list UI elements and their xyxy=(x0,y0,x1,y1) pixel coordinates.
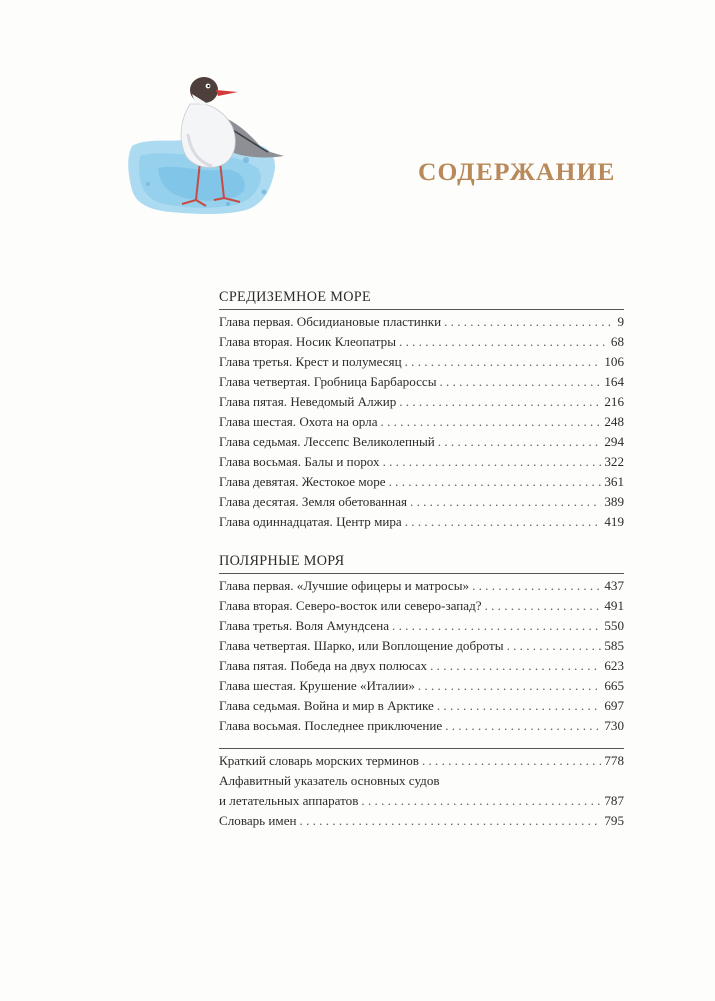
entry-label: Глава шестая. Охота на орла xyxy=(219,414,378,429)
entry-label: Глава третья. Крест и полумесяц xyxy=(219,354,402,369)
table-of-contents xyxy=(219,287,624,831)
toc-entry-ships-index-line1[interactable] xyxy=(219,771,624,791)
entry-page: 419 xyxy=(604,514,624,529)
toc-entry[interactable] xyxy=(219,656,624,676)
dot-leader xyxy=(438,432,602,452)
entry-page: 437 xyxy=(604,578,624,593)
dot-leader xyxy=(422,751,601,771)
dot-leader xyxy=(383,452,602,472)
dot-leader xyxy=(472,576,601,596)
toc-entry-names-index[interactable] xyxy=(219,811,624,831)
toc-entry[interactable] xyxy=(219,392,624,412)
entry-page: 795 xyxy=(604,813,624,828)
dot-leader xyxy=(410,492,601,512)
section-divider xyxy=(219,573,624,574)
entry-page: 778 xyxy=(604,753,624,768)
entry-page: 248 xyxy=(604,414,624,429)
toc-entry[interactable] xyxy=(219,472,624,492)
dot-leader xyxy=(418,676,601,696)
entry-page: 389 xyxy=(604,494,624,509)
section-divider xyxy=(219,309,624,310)
entry-label: Глава первая. Обсидиановые пластинки xyxy=(219,314,442,329)
toc-entry[interactable] xyxy=(219,512,624,532)
entry-label: Глава восьмая. Последнее приключение xyxy=(219,718,443,733)
toc-entry[interactable] xyxy=(219,412,624,432)
dot-leader xyxy=(381,412,602,432)
entry-label: Глава пятая. Победа на двух полюсах xyxy=(219,658,428,673)
entry-page: 787 xyxy=(604,793,624,808)
dot-leader xyxy=(399,332,608,352)
entry-page: 164 xyxy=(604,374,624,389)
dot-leader xyxy=(399,392,601,412)
entry-page: 294 xyxy=(604,434,624,449)
toc-entry[interactable] xyxy=(219,432,624,452)
entry-page: 697 xyxy=(604,698,624,713)
seagull-illustration xyxy=(128,64,288,224)
entry-page: 491 xyxy=(604,598,624,613)
entry-label: Глава вторая. Северо-восток или северо-запад? xyxy=(219,598,482,613)
entry-label: Глава десятая. Земля обетованная xyxy=(219,494,408,509)
toc-entry[interactable] xyxy=(219,332,624,352)
entry-label: и летательных аппаратов xyxy=(219,793,359,808)
toc-entry-glossary[interactable] xyxy=(219,751,624,771)
entry-page: 68 xyxy=(610,334,624,349)
entry-label: Глава четвертая. Шарко, или Воплощение доброты xyxy=(219,638,504,653)
entry-label: Алфавитный указатель основных судов xyxy=(219,773,440,788)
entry-label: Краткий словарь морских терминов xyxy=(219,753,419,768)
entry-page: 585 xyxy=(604,638,624,653)
dot-leader xyxy=(507,636,602,656)
entry-label: Глава седьмая. Лессепс Великолепный xyxy=(219,434,435,449)
entry-label: Глава шестая. Крушение «Италии» xyxy=(219,678,415,693)
entry-label: Глава пятая. Неведомый Алжир xyxy=(219,394,397,409)
dot-leader xyxy=(485,596,602,616)
dot-leader xyxy=(405,352,602,372)
entry-page: 322 xyxy=(604,454,624,469)
entry-label: Глава восьмая. Балы и порох xyxy=(219,454,380,469)
toc-entry[interactable] xyxy=(219,716,624,736)
page-title: СОДЕРЖАНИЕ xyxy=(418,157,616,186)
dot-leader xyxy=(389,472,602,492)
entry-page: 665 xyxy=(604,678,624,693)
entry-page: 730 xyxy=(604,718,624,733)
toc-entry[interactable] xyxy=(219,352,624,372)
toc-entry[interactable] xyxy=(219,312,624,332)
toc-entry[interactable] xyxy=(219,372,624,392)
toc-entry[interactable] xyxy=(219,696,624,716)
appendix-divider xyxy=(219,748,624,749)
entry-page: 361 xyxy=(604,474,624,489)
dot-leader xyxy=(392,616,601,636)
toc-entry[interactable] xyxy=(219,676,624,696)
entry-label: Глава первая. «Лучшие офицеры и матросы» xyxy=(219,578,470,593)
section-title-mediterranean: СРЕДИЗЕМНОЕ МОРЕ xyxy=(219,289,372,305)
entry-label: Глава третья. Воля Амундсена xyxy=(219,618,390,633)
dot-leader xyxy=(405,512,602,532)
dot-leader xyxy=(437,696,602,716)
toc-entry[interactable] xyxy=(219,452,624,472)
dot-leader xyxy=(445,716,601,736)
entry-label: Словарь имен xyxy=(219,813,297,828)
dot-leader xyxy=(444,312,614,332)
toc-entry[interactable] xyxy=(219,576,624,596)
dot-leader xyxy=(300,811,602,831)
dot-leader xyxy=(440,372,602,392)
entry-label: Глава одиннадцатая. Центр мира xyxy=(219,514,402,529)
dot-leader xyxy=(430,656,601,676)
entry-page: 550 xyxy=(604,618,624,633)
toc-entry-ships-index[interactable] xyxy=(219,791,624,811)
entry-label: Глава вторая. Носик Клеопатры xyxy=(219,334,397,349)
entry-page: 9 xyxy=(617,314,624,329)
toc-entry[interactable] xyxy=(219,596,624,616)
entry-page: 106 xyxy=(604,354,624,369)
entry-page: 623 xyxy=(604,658,624,673)
entry-label: Глава седьмая. Война и мир в Арктике xyxy=(219,698,434,713)
entry-label: Глава девятая. Жестокое море xyxy=(219,474,386,489)
entry-page: 216 xyxy=(604,394,624,409)
toc-entry[interactable] xyxy=(219,616,624,636)
dot-leader xyxy=(361,791,601,811)
entry-label: Глава четвертая. Гробница Барбароссы xyxy=(219,374,437,389)
toc-entry[interactable] xyxy=(219,636,624,656)
section-title-polar: ПОЛЯРНЫЕ МОРЯ xyxy=(219,553,345,569)
toc-entry[interactable] xyxy=(219,492,624,512)
